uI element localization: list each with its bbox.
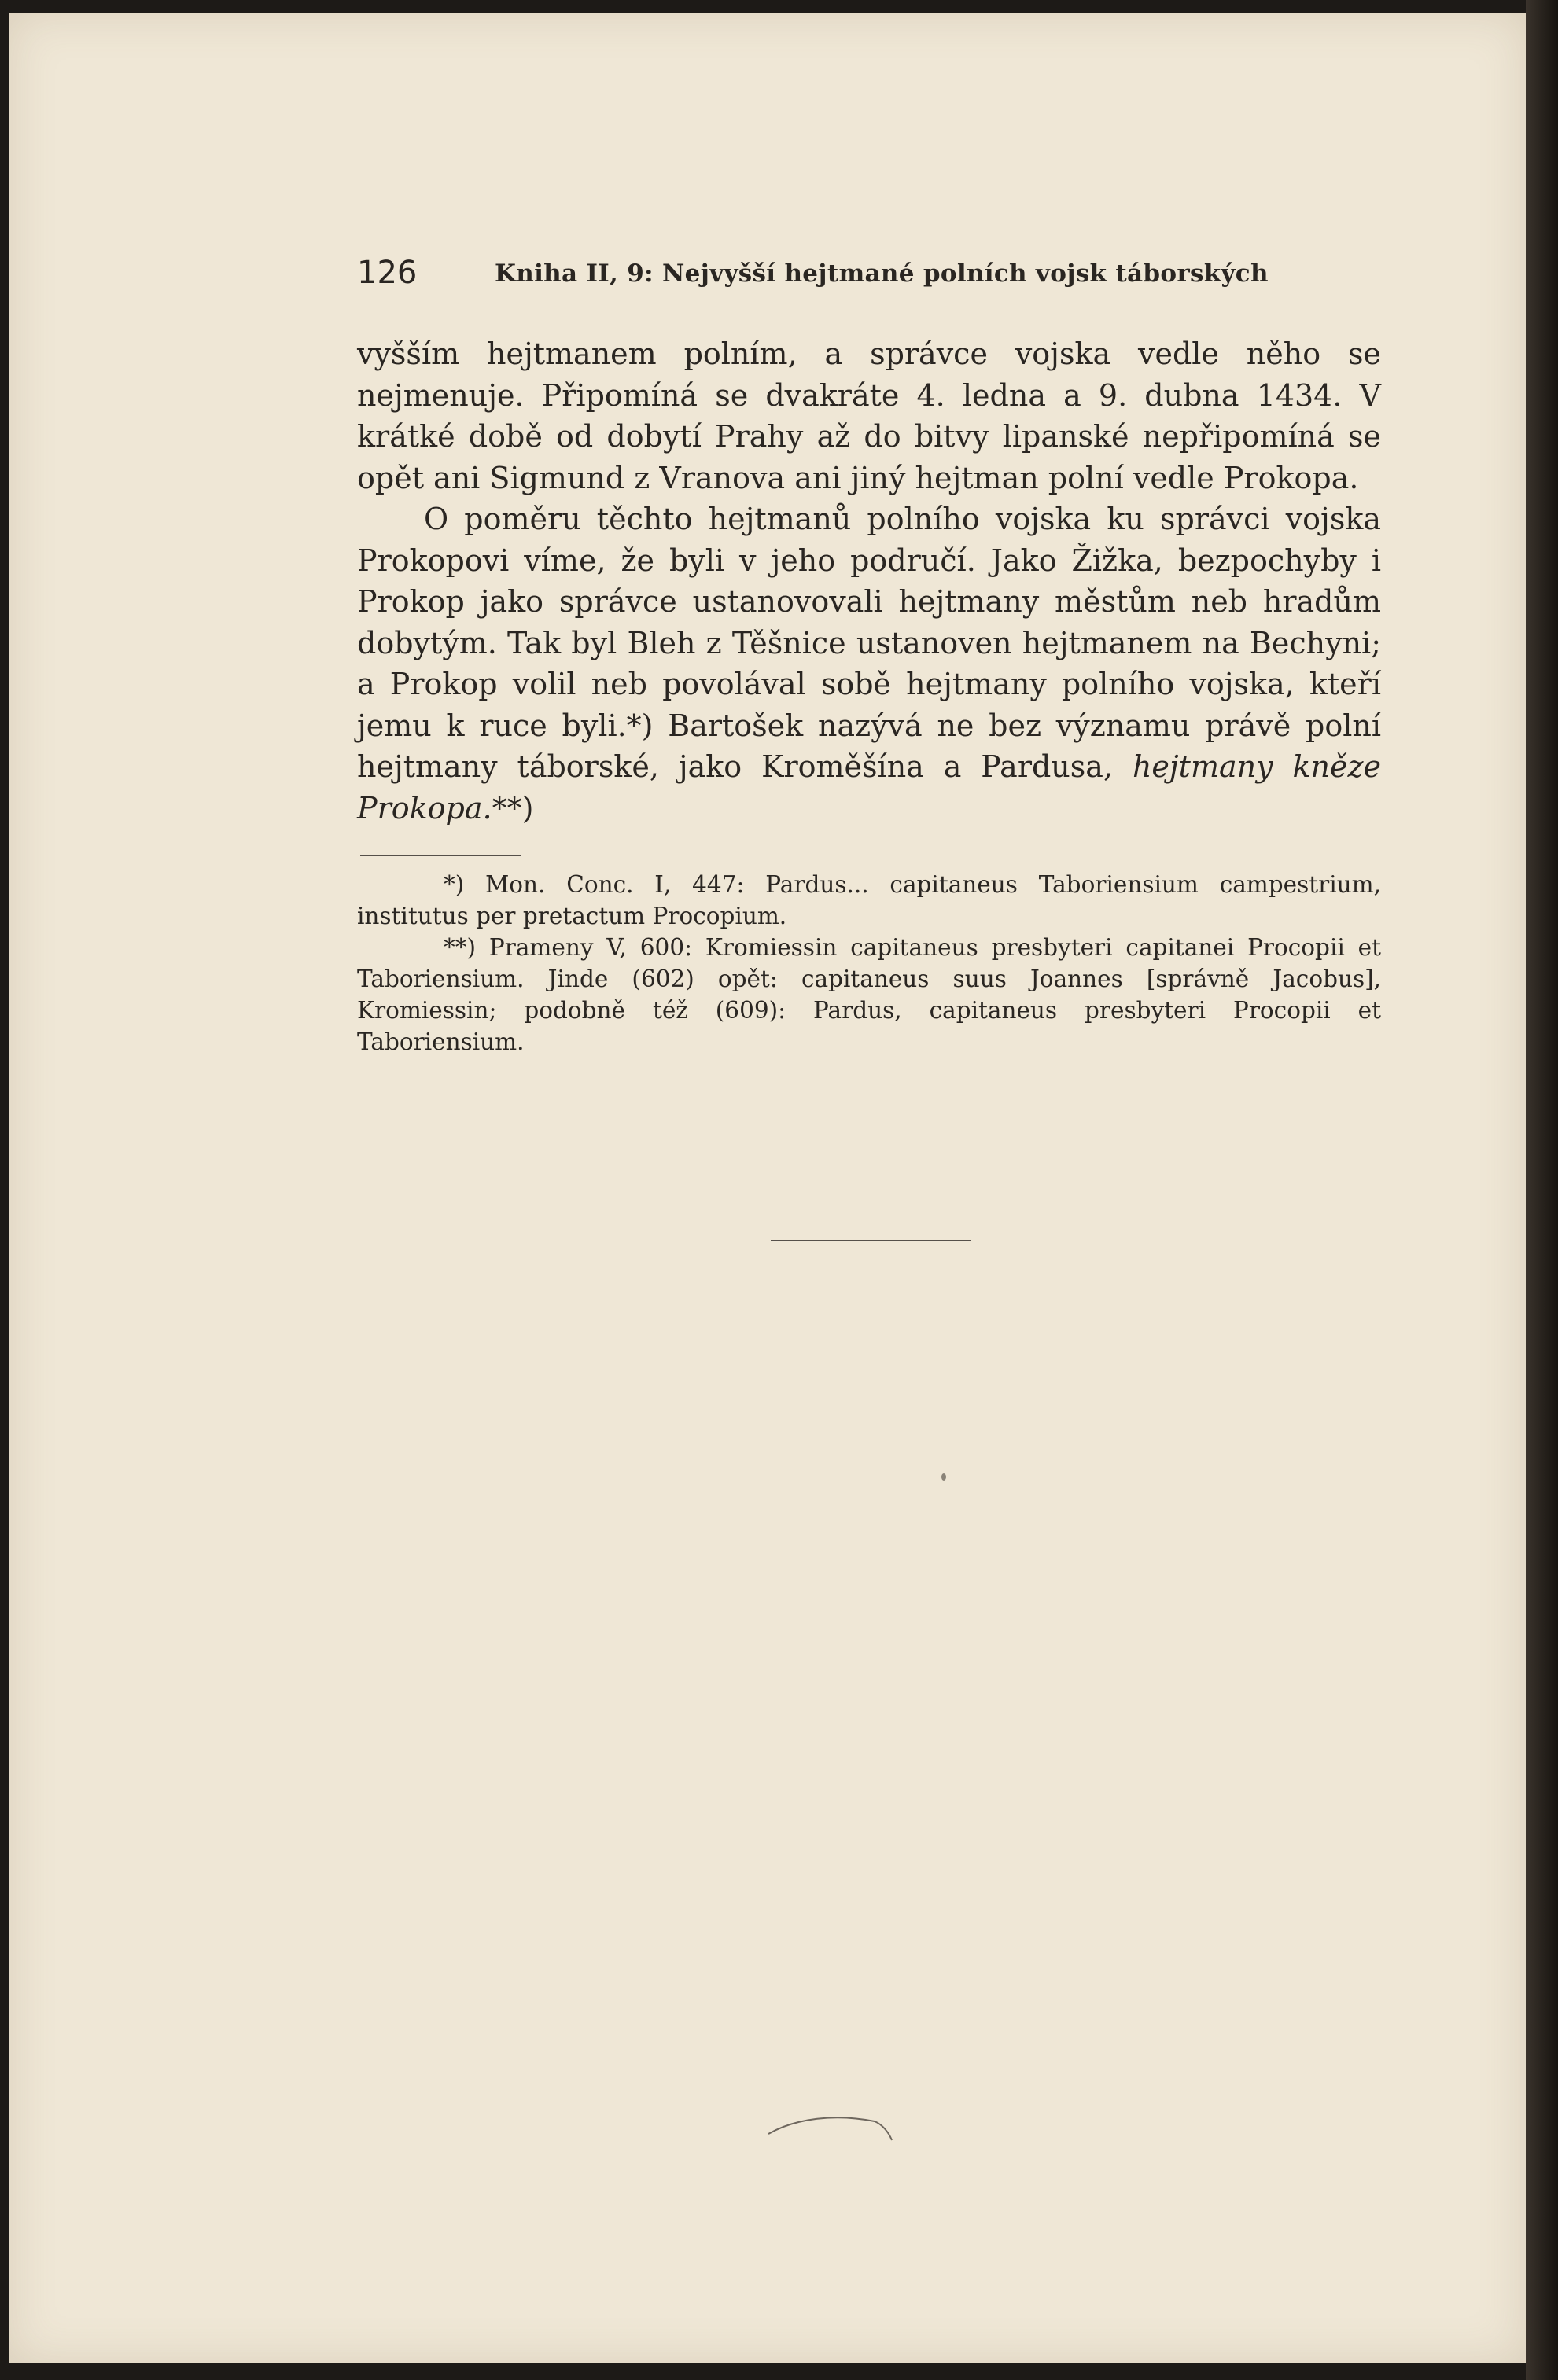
paragraph-2-footnote-ref: **) [492, 790, 534, 826]
footnote-1: *) Mon. Conc. I, 447: Pardus... capitaneus Taboriensium campestrium, institutus per pretactum Procopium. [357, 871, 1381, 929]
paper-speck [941, 1473, 946, 1481]
running-title: Kniha II, 9: Nejvyšší hejtmané polních vojsk táborských [495, 259, 1269, 288]
pencil-mark [764, 2104, 898, 2151]
footnote-separator [360, 855, 521, 856]
footnotes [357, 869, 1381, 1058]
paragraph-2-main: O poměru těchto hejtmanů polního vojska ku správci vojska Prokopovi víme, že byli v jeho područí. Jako Žižka, bezpochyby i Prokop jako správce ustanovovali hejtmany městům neb hradům dobytým. Tak byl Bleh z Těšnice ustanoven hejtmanem na Bechyni; a Prokop volil neb povolával sobě hejtmany polního vojska, kteří jemu k ruce byli.*) Bartošek nazývá ne bez významu právě polní hejtmany táborské, jako Kroměšína a Pardusa, [357, 502, 1381, 784]
paper-sheet [9, 13, 1526, 2363]
body-text [357, 333, 1381, 829]
paragraph-1: vyšším hejtmanem polním, a správce vojska vedle něho se nejmenuje. Připomíná se dvakráte 4. ledna a 9. dubna 1434. V krátké době od dobytí Prahy až do bitvy lipanské nepřipomíná se opět ani Sigmund z Vranova ani jiný hejtman polní vedle Prokopa. [357, 337, 1381, 495]
end-of-chapter-rule [771, 1240, 971, 1241]
paragraph-2 [357, 498, 1381, 829]
paragraph-2-italic: hejtmany kněze Prokopa. [357, 749, 1381, 826]
scan-edge [1526, 0, 1558, 2380]
page-header [357, 255, 1379, 302]
page-number: 126 [357, 255, 418, 291]
footnote-2: **) Prameny V, 600: Kromiessin capitaneus presbyteri capitanei Procopii et Taboriensium. Jinde (602) opět: capitaneus suus Joannes [správně Jacobus], Kromiessin; podobně též (609): Pardus, capitaneus presbyteri Procopii et Taboriensium. [357, 934, 1381, 1055]
